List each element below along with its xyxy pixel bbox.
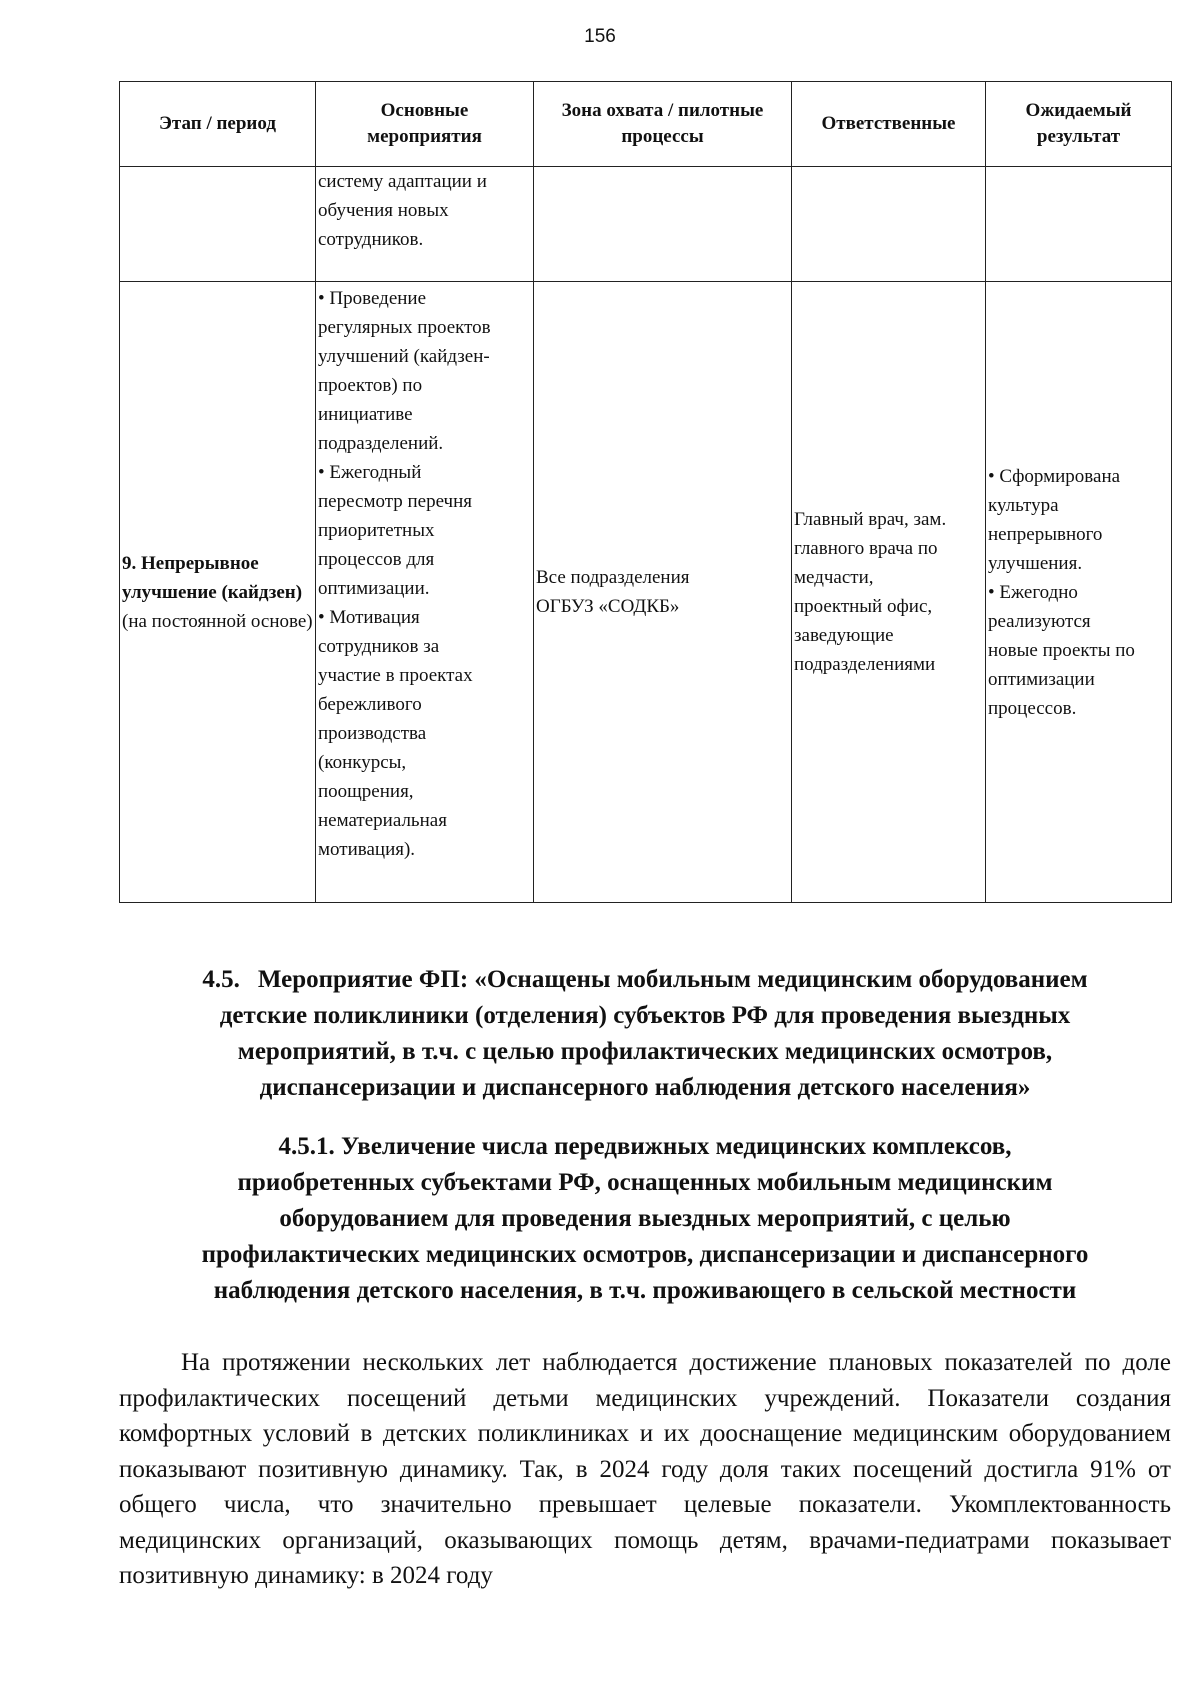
text-line: поощрения, bbox=[318, 781, 414, 802]
heading-text: Мероприятие ФП: «Оснащены мобильным медицинским оборудованием bbox=[257, 966, 1088, 993]
header-scope: Зона охвата / пилотные процессы bbox=[534, 82, 792, 167]
cell-stage bbox=[120, 167, 316, 282]
text-line: непрерывного bbox=[988, 523, 1103, 545]
text-line: сотрудников за bbox=[318, 636, 440, 657]
text-line: новые проекты по bbox=[988, 639, 1135, 661]
header-responsible: Ответственные bbox=[792, 82, 986, 167]
table-row bbox=[120, 167, 1172, 282]
text-line: • Сформирована bbox=[988, 465, 1121, 487]
cell-result bbox=[986, 167, 1172, 282]
cell-scope bbox=[534, 282, 792, 903]
cell-scope bbox=[534, 167, 792, 282]
stage-title: 9. Непрерывное улучшение (кайдзен) bbox=[122, 552, 303, 603]
text-line: • Ежегодно bbox=[988, 581, 1078, 603]
heading-line: приобретенных субъектами РФ, оснащенных мобильным медицинским bbox=[237, 1169, 1053, 1196]
text-line: улучшений (кайдзен- bbox=[318, 346, 490, 367]
section-4-5-1-heading bbox=[119, 1129, 1171, 1309]
text-line: ОГБУЗ «СОДКБ» bbox=[536, 596, 680, 617]
text-line: процессов. bbox=[988, 697, 1077, 719]
text-line: участие в проектах bbox=[318, 665, 473, 686]
text-line: заведующие bbox=[794, 625, 894, 646]
cell-result bbox=[986, 282, 1172, 903]
text-line: • Ежегодный bbox=[318, 462, 422, 483]
text-line: улучшения. bbox=[988, 552, 1083, 574]
text-line: главного врача по bbox=[794, 538, 938, 559]
heading-line: детские поликлиники (отделения) субъектов РФ для проведения выездных bbox=[219, 1002, 1071, 1029]
text-line: системy адаптации и bbox=[318, 171, 487, 192]
heading-line: оборудованием для проведения выездных мероприятий, с целью bbox=[279, 1205, 1011, 1232]
text-line: • Мотивация bbox=[318, 607, 420, 628]
text-line: подразделениями bbox=[794, 654, 936, 675]
text-line: проектный офис, bbox=[794, 596, 933, 617]
body-paragraph: На протяжении нескольких лет наблюдается достижение плановых показателей по доле профилактических посещений детьми медицинских учреждений. Показатели создания комфортных условий в детских поликлиниках и их дооснащение медицинским оборудованием показывают позитивную динамику. Так, в 2024 году доля таких посещений достигла 91% от общего числа, что значительно превышает целевые показатели. Укомплектованность медицинских организаций, оказывающих помощь детям, врачами-педиатрами показывает позитивную динамику: в 2024 году bbox=[119, 1349, 1171, 1589]
stage-period: (на постоянной основе) bbox=[122, 610, 313, 632]
text-line: пересмотр перечня bbox=[318, 491, 473, 512]
heading-line: мероприятий, в т.ч. с целью профилактических медицинских осмотров, bbox=[237, 1038, 1053, 1065]
text-line: обучения новых bbox=[318, 200, 449, 221]
section-4-5-heading bbox=[119, 962, 1171, 1106]
text-line: реализуются bbox=[988, 610, 1091, 632]
heading-line bbox=[119, 962, 1171, 998]
cell-activities bbox=[316, 167, 534, 282]
heading-line: 4.5.1. Увеличение числа передвижных медицинских комплексов, bbox=[278, 1133, 1012, 1160]
text-line: оптимизации bbox=[988, 668, 1095, 690]
heading-line: диспансеризации и диспансерного наблюдения детского населения» bbox=[259, 1074, 1031, 1101]
text-line: бережливого bbox=[318, 694, 422, 715]
text-line: приоритетных bbox=[318, 520, 435, 541]
text-line: Все подразделения bbox=[536, 567, 690, 588]
text-line: регулярных проектов bbox=[318, 317, 491, 338]
header-result: Ожидаемый результат bbox=[986, 82, 1172, 167]
table-row bbox=[120, 282, 1172, 903]
text-line: (конкурсы, bbox=[318, 752, 407, 773]
cell-activities bbox=[316, 282, 534, 903]
text-line: Главный врач, зам. bbox=[794, 509, 947, 530]
plan-table bbox=[119, 81, 1172, 903]
section-number: 4.5. bbox=[202, 966, 240, 993]
header-activities: Основные мероприятия bbox=[316, 82, 534, 167]
text-line: культура bbox=[988, 494, 1059, 516]
text-line: производства bbox=[318, 723, 427, 744]
cell-responsible bbox=[792, 167, 986, 282]
text-line: медчасти, bbox=[794, 567, 874, 588]
heading-line: наблюдения детского населения, в т.ч. проживающего в сельской местности bbox=[213, 1277, 1077, 1304]
text-line: подразделений. bbox=[318, 433, 444, 454]
header-stage: Этап / период bbox=[120, 82, 316, 167]
table-header-row bbox=[120, 82, 1172, 167]
text-line: мотивация). bbox=[318, 839, 416, 860]
text-line: сотрудников. bbox=[318, 229, 424, 250]
page-number: 156 bbox=[584, 26, 616, 47]
text-line: нематериальная bbox=[318, 810, 447, 831]
text-line: проектов) по bbox=[318, 375, 423, 396]
text-line: процессов для bbox=[318, 549, 435, 570]
cell-stage bbox=[120, 282, 316, 903]
text-line: оптимизации. bbox=[318, 578, 430, 599]
cell-responsible bbox=[792, 282, 986, 903]
heading-line: профилактических медицинских осмотров, диспансеризации и диспансерного bbox=[201, 1241, 1089, 1268]
text-line: инициативе bbox=[318, 404, 413, 425]
text-line: • Проведение bbox=[318, 288, 427, 309]
